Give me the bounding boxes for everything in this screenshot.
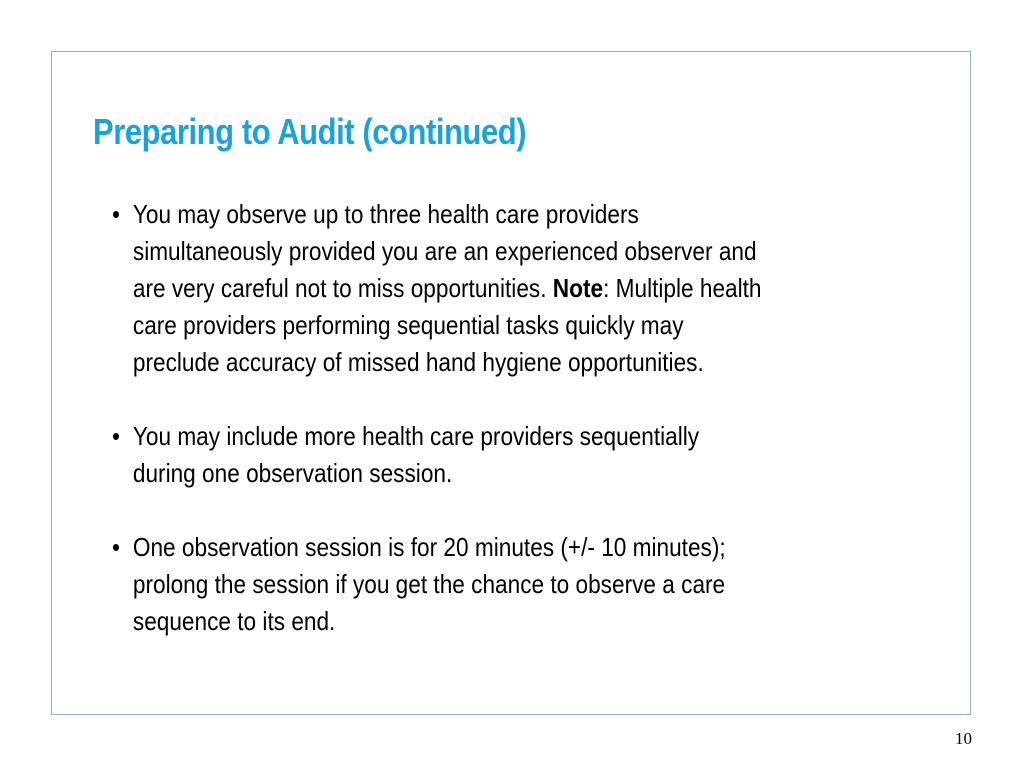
page-number: 10 [955,729,972,748]
bullet-text-line: You may include more health care providers sequentially [132,421,700,451]
bullet-text-line: prolong the session if you get the chance to observe a care [132,569,726,599]
bullet-icon: • [112,199,120,229]
note-label: Note [552,273,604,303]
bullet-text-line: sequence to its end. [132,606,336,636]
bullet-text-line: You may observe up to three health care providers [132,199,639,229]
bullet-icon: • [112,532,120,562]
bullet-text-line: care providers performing sequential tasks quickly may [132,310,684,340]
bullet-item-sequential-providers [112,418,895,492]
bullet-item-session-duration [112,529,895,640]
bullet-text-line [133,270,895,307]
bullet-text-line: preclude accuracy of missed hand hygiene opportunities. [132,347,704,377]
bullet-text-line: One observation session is for 20 minutes (+/- 10 minutes); [132,532,726,562]
bullet-text-line: during one observation session. [132,458,453,488]
bullet-text-segment: are very careful not to miss opportunities. [132,273,553,303]
bullet-list [112,196,895,677]
note-text: : Multiple health [603,273,762,303]
bullet-icon: • [112,421,120,451]
bullet-text-line: simultaneously provided you are an experienced observer and [132,236,757,266]
slide-title: Preparing to Audit (continued) [93,111,527,152]
bullet-item-observe-providers [112,196,895,381]
